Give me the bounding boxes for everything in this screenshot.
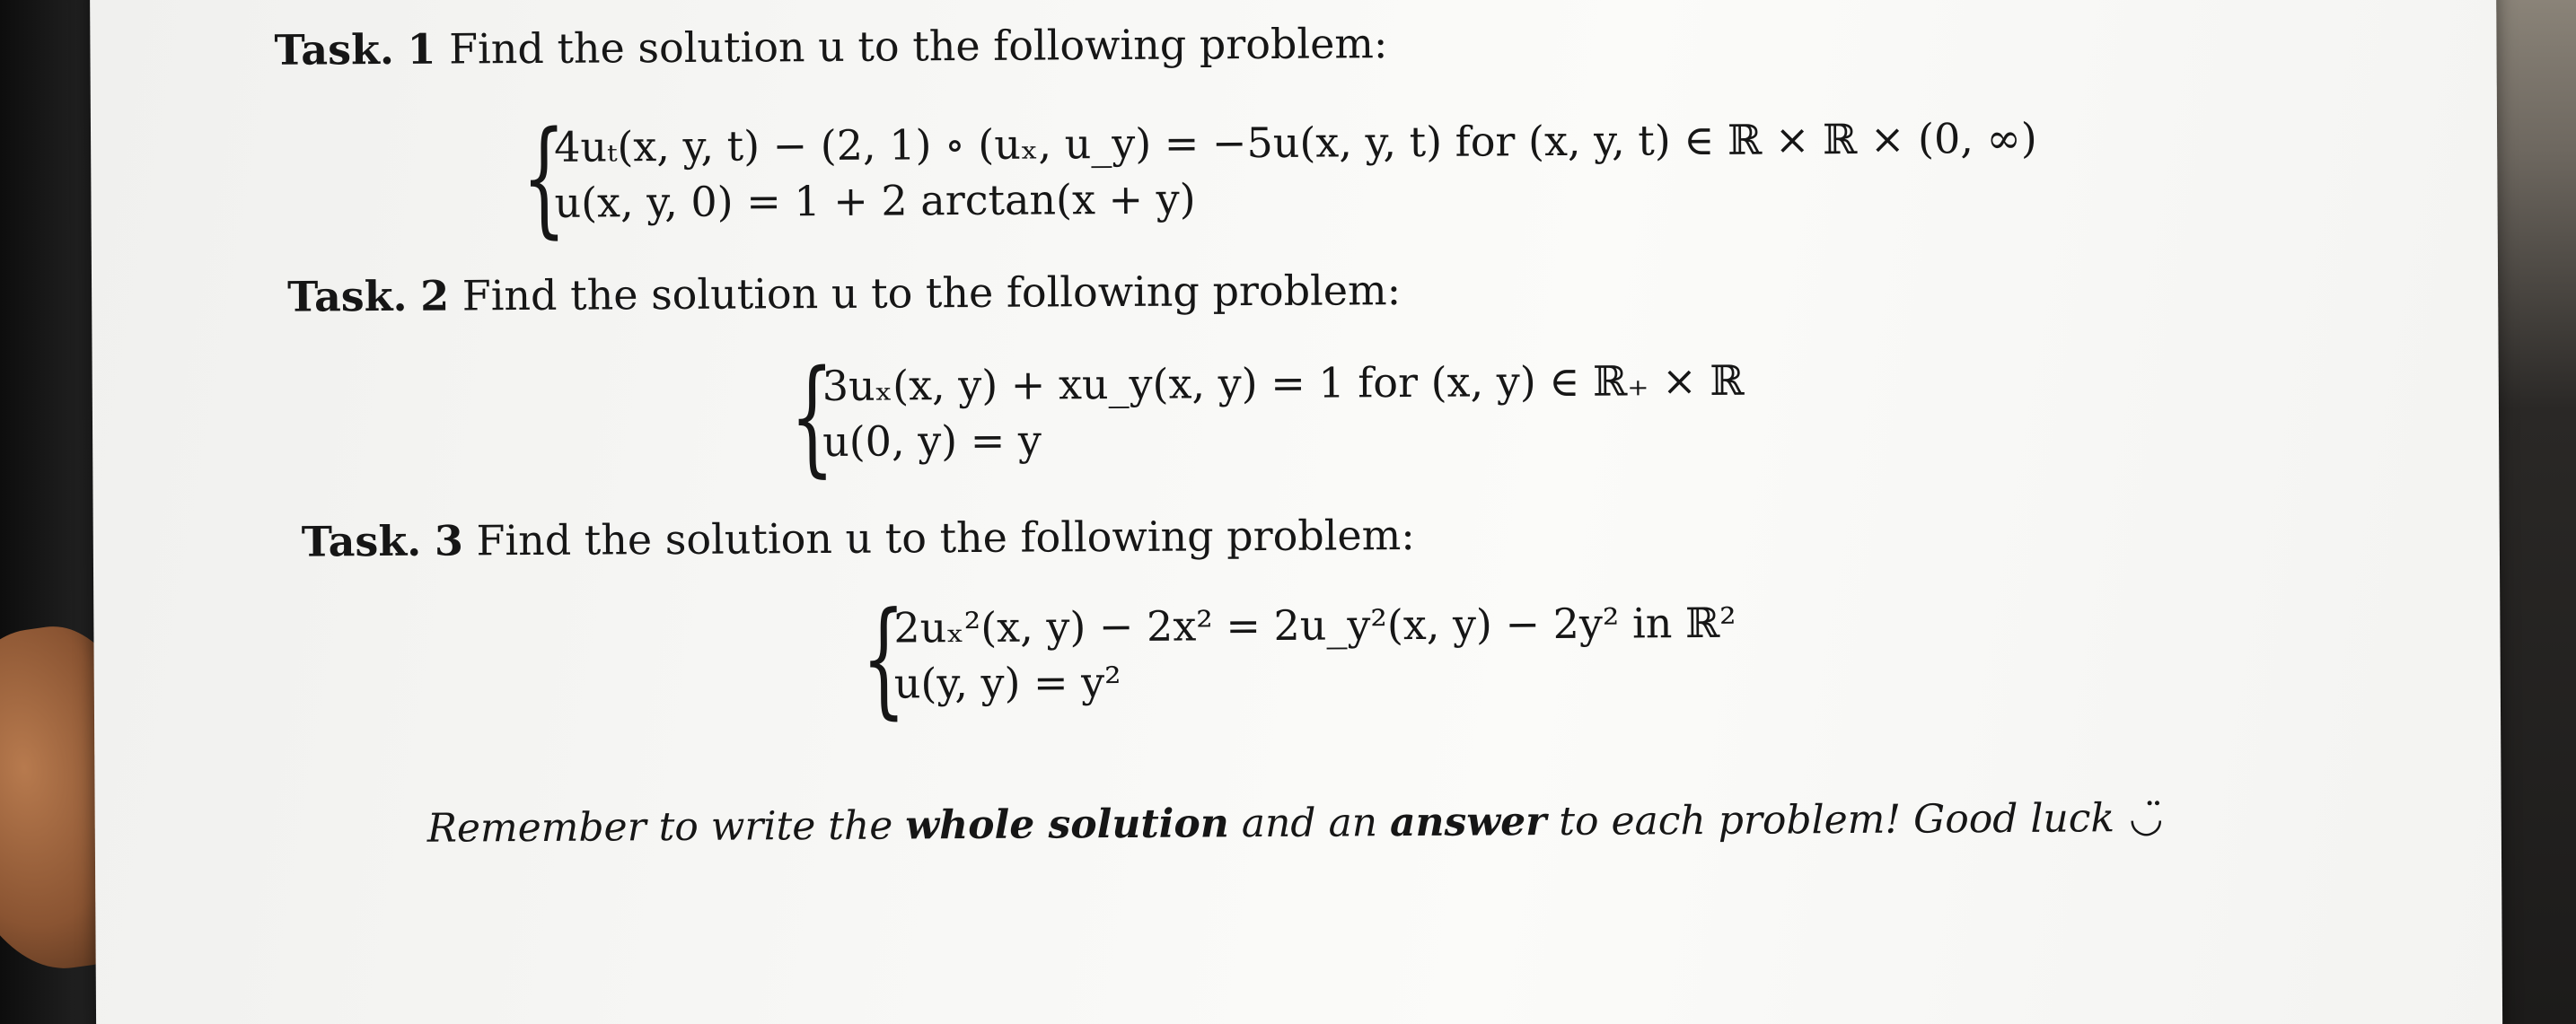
- paper-sheet: [90, 0, 2502, 1024]
- task-prompt: Find the solution u to the following problem:: [476, 510, 1415, 565]
- equation-2: u(y, y) = y²: [893, 657, 1121, 708]
- equation-1: 4uₜ(x, y, t) − (2, 1) ∘ (uₓ, u_y) = −5u(x, y, t) for (x, y, t) ∈ ℝ × ℝ × (0, ∞): [553, 113, 2037, 171]
- equation-1: 3uₓ(x, y) + xu_y(x, y) = 1 for (x, y) ∈ ℝ₊ × ℝ: [822, 355, 1745, 411]
- equation-2: u(0, y) = y: [822, 416, 1042, 467]
- task-3-heading: [302, 511, 1415, 566]
- task-2-heading: [287, 266, 1401, 321]
- task-prompt: Find the solution u to the following problem:: [448, 19, 1388, 74]
- smiley-icon: ◡̈: [2128, 794, 2164, 842]
- closing-text: to each problem! Good luck: [1546, 795, 2115, 845]
- closing-emphasis: whole solution: [905, 801, 1229, 849]
- brace-symbol: {: [789, 343, 835, 491]
- task-label: Task.: [274, 24, 395, 74]
- task-1-heading: [274, 19, 1387, 74]
- task-label: Task.: [286, 271, 408, 321]
- document: [90, 0, 2502, 1024]
- task-prompt: Find the solution u to the following problem:: [462, 266, 1402, 320]
- brace-symbol: {: [861, 585, 907, 732]
- task-number: 1: [407, 24, 436, 74]
- closing-remark: [427, 795, 2164, 852]
- closing-emphasis: answer: [1389, 799, 1547, 846]
- task-number: 2: [420, 271, 450, 320]
- closing-text: Remember to write the: [426, 802, 906, 852]
- closing-text: and an: [1228, 800, 1391, 847]
- equation-2: u(x, y, 0) = 1 + 2 arctan(x + y): [554, 174, 1196, 227]
- brace-symbol: {: [521, 104, 567, 252]
- task-label: Task.: [301, 516, 422, 566]
- equation-1: 2uₓ²(x, y) − 2x² = 2u_y²(x, y) − 2y² in ℝ²: [893, 598, 1736, 652]
- task-number: 3: [434, 516, 464, 565]
